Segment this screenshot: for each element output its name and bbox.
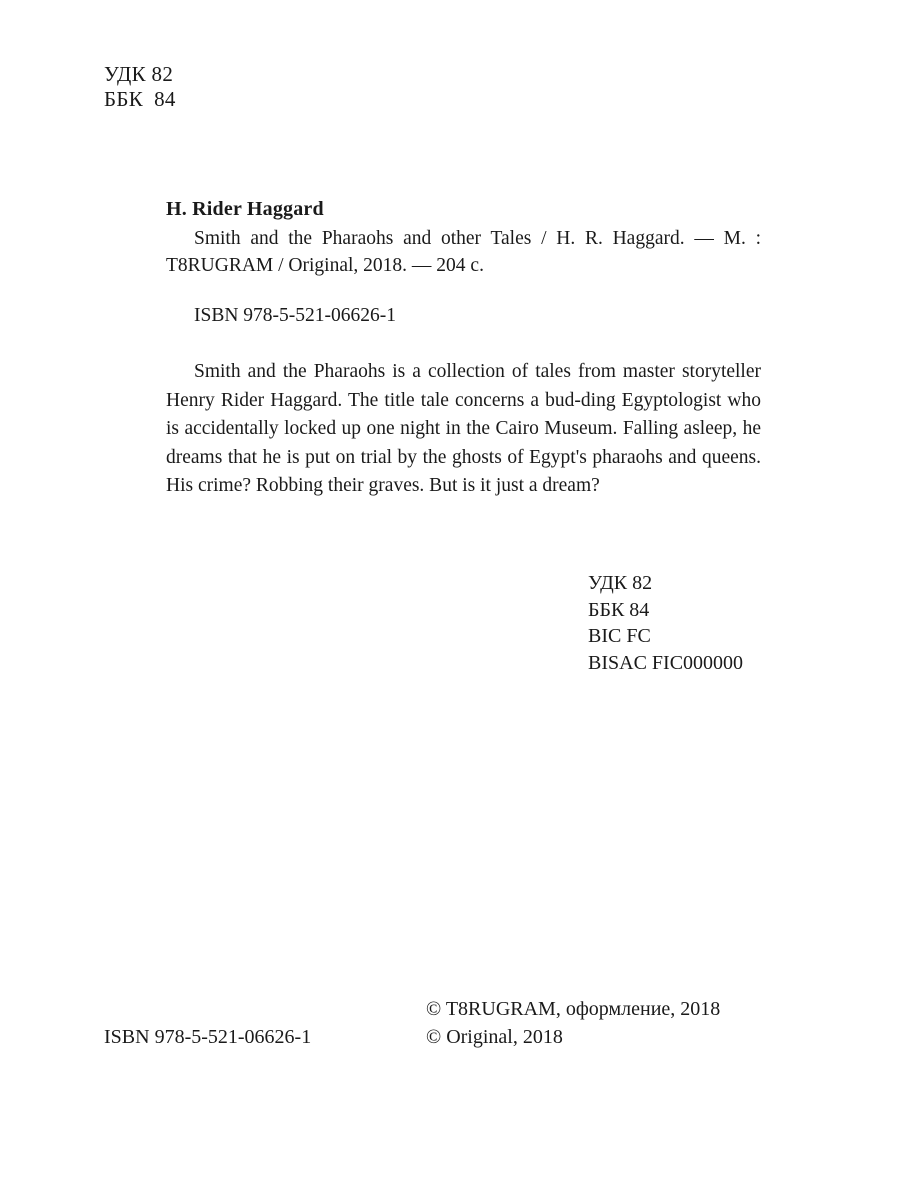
bisac-code: BISAC FIC000000: [588, 651, 744, 674]
isbn-top: ISBN 978-5-521-06626-1: [194, 305, 397, 326]
bbk-code: ББК 84: [588, 598, 650, 621]
udk-code-top: УДК 82: [104, 62, 174, 86]
bottom-block: [104, 995, 764, 1065]
isbn-bottom: ISBN 978-5-521-06626-1: [104, 1026, 312, 1048]
udk-code: УДК 82: [588, 572, 653, 594]
bbk-code-top: ББК 84: [104, 87, 176, 111]
author-name: H. Rider Haggard: [166, 198, 324, 220]
copyright-notice: [426, 995, 720, 1051]
copyright-line-publisher: © T8RUGRAM, оформление, 2018: [426, 998, 721, 1020]
copyright-line-original: © Original, 2018: [426, 1026, 563, 1048]
classification-codes-block: [430, 570, 761, 676]
top-classification-codes: [104, 62, 176, 112]
bic-code: BIC FC: [588, 625, 651, 647]
book-annotation: Smith and the Pharaohs is a collection of tales from master storyteller Henry Rider Haggard. The title tale concerns a bud-ding Egyptologist who is accidentally locked up one night in the Cairo Museum. Falling asleep, he dreams that he is put on trial by the ghosts of Egypt's pharaohs and queens. His crime? Robbing their graves. But is it just a dream?: [166, 361, 761, 496]
bibliographic-description: Smith and the Pharaohs and other Tales / H. R. Haggard. — M. : T8RUGRAM / Original, 2018. — 204 c.: [166, 228, 761, 276]
bibliographic-block: [166, 198, 761, 279]
